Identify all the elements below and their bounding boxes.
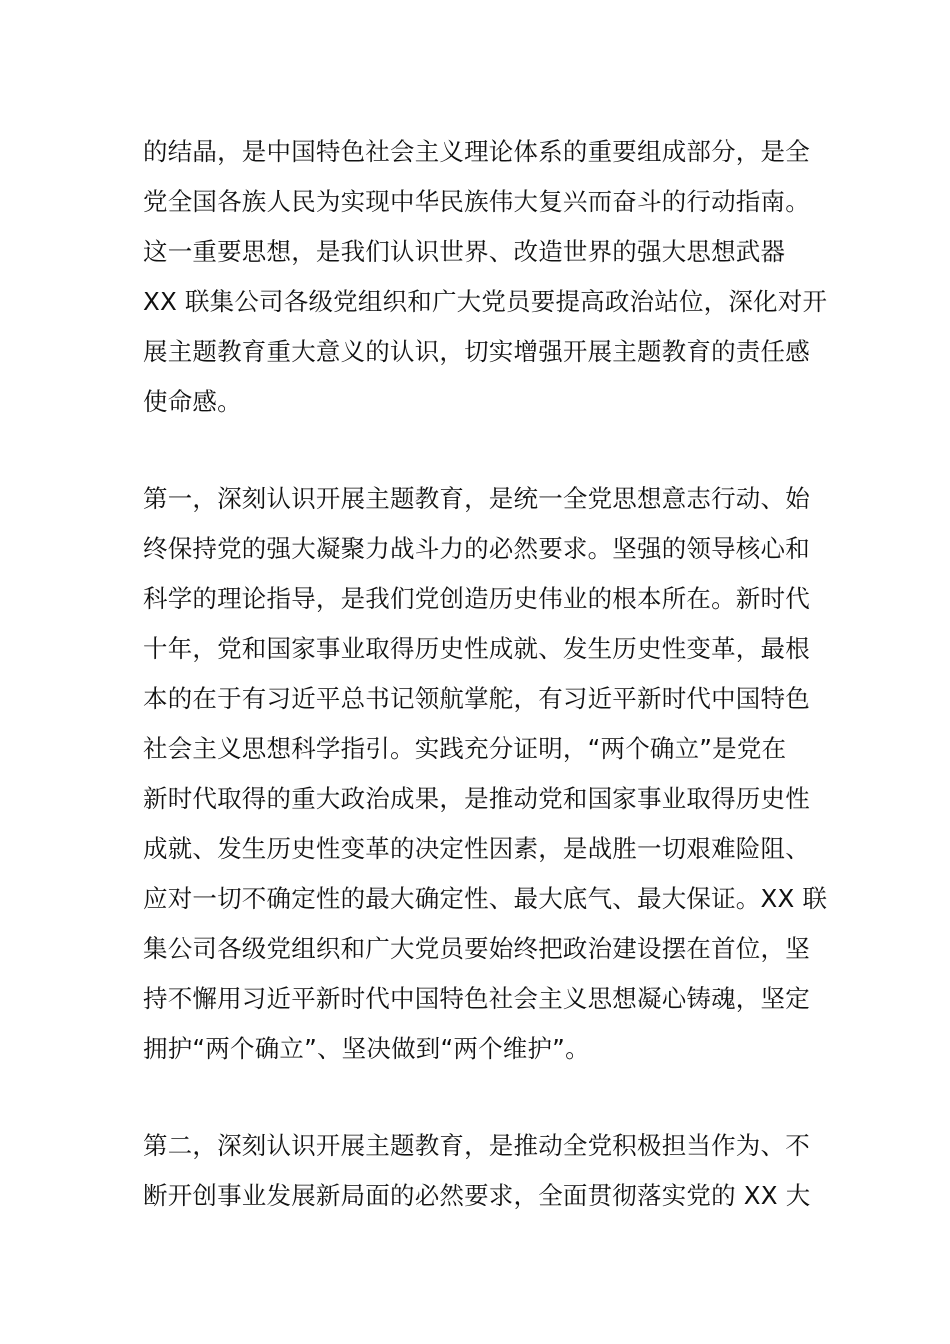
text-line: 集公司各级党组织和广大党员要始终把政治建设摆在首位，坚	[143, 934, 810, 963]
text-line: 的结晶，是中国特色社会主义理论体系的重要组成部分，是全	[143, 137, 810, 166]
text-line: 科学的理论指导，是我们党创造历史伟业的根本所在。新时代	[143, 584, 810, 613]
text-line: 第二，深刻认识开展主题教育，是推动全党积极担当作为、不	[143, 1131, 810, 1160]
text-line: 展主题教育重大意义的认识，切实增强开展主题教育的责任感	[143, 337, 810, 366]
text-line: 拥护“两个确立”、坚决做到“两个维护”。	[143, 1034, 590, 1063]
text-line: 党全国各族人民为实现中华民族伟大复兴而奋斗的行动指南。	[143, 187, 810, 216]
paragraph-spacer	[143, 427, 813, 474]
text-line: 使命感。	[143, 387, 242, 416]
paragraph-2	[143, 474, 828, 1074]
paragraph-1	[143, 127, 828, 427]
text-line: 第一，深刻认识开展主题教育，是统一全党思想意志行动、始	[143, 484, 810, 513]
text-line: XX 联集公司各级党组织和广大党员要提高政治站位，深化对开	[143, 287, 828, 316]
text-line: 持不懈用习近平新时代中国特色社会主义思想凝心铸魂，坚定	[143, 984, 810, 1013]
text-line: 这一重要思想，是我们认识世界、改造世界的强大思想武器	[143, 237, 786, 266]
text-line: 新时代取得的重大政治成果，是推动党和国家事业取得历史性	[143, 784, 810, 813]
paragraph-3	[143, 1121, 813, 1221]
text-line: 本的在于有习近平总书记领航掌舵，有习近平新时代中国特色	[143, 684, 810, 713]
text-line: 十年，党和国家事业取得历史性成就、发生历史性变革，最根	[143, 634, 810, 663]
text-line: 断开创事业发展新局面的必然要求，全面贯彻落实党的 XX 大	[143, 1181, 811, 1210]
text-line: 终保持党的强大凝聚力战斗力的必然要求。坚强的领导核心和	[143, 534, 810, 563]
text-line: 应对一切不确定性的最大确定性、最大底气、最大保证。XX 联	[143, 884, 828, 913]
paragraph-spacer	[143, 1074, 813, 1121]
text-line: 社会主义思想科学指引。实践充分证明，“两个确立”是党在	[143, 734, 787, 763]
text-line: 成就、发生历史性变革的决定性因素，是战胜一切艰难险阻、	[143, 834, 810, 863]
document-body	[143, 127, 828, 1221]
